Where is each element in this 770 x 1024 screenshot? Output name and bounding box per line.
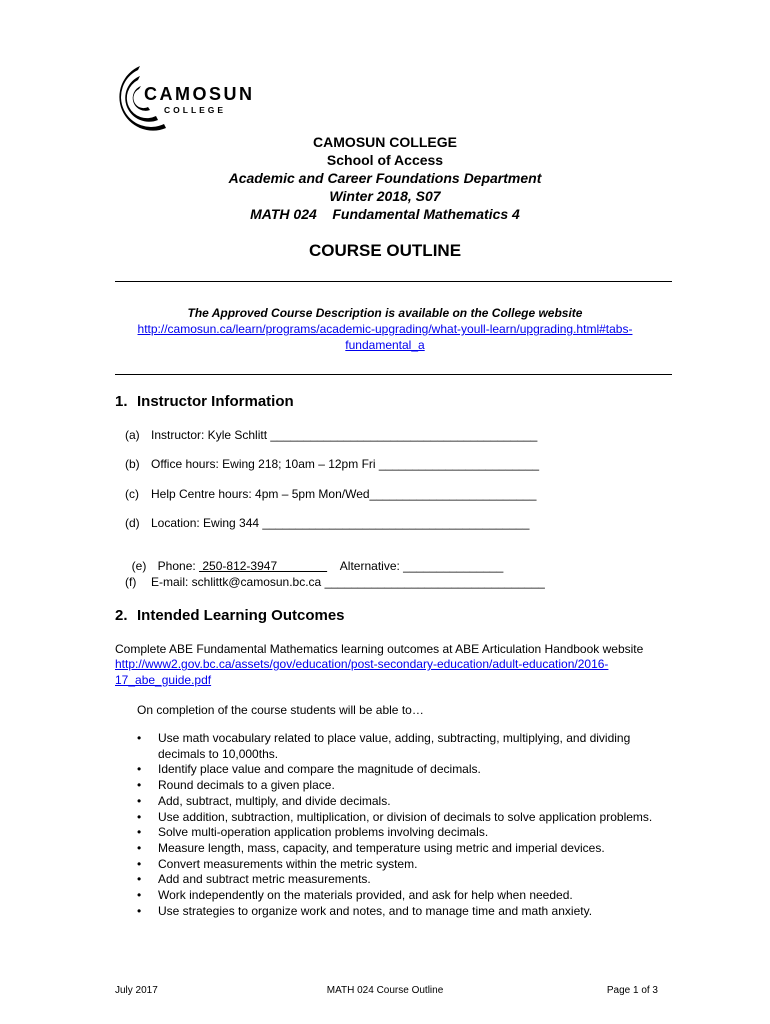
field-help-centre-hours xyxy=(125,487,536,501)
outcomes-intro: Complete ABE Fundamental Mathematics learning outcomes at ABE Articulation Handbook website xyxy=(115,642,644,656)
field-label: (a) xyxy=(125,428,140,442)
link-line-2[interactable]: 17_abe_guide.pdf xyxy=(115,673,212,687)
field-label: (e) xyxy=(131,559,147,573)
list-item: • Use math vocabulary related to place value, adding, subtracting, multiplying, and dividing decimals to 10,000ths. xyxy=(137,731,667,762)
field-label: (d) xyxy=(125,516,140,530)
field-text: Instructor: Kyle Schlitt ________________________________________ xyxy=(151,428,538,442)
link-line-2[interactable]: fundamental_a xyxy=(345,338,425,352)
section-number: 1. xyxy=(115,393,128,410)
section-heading-instructor xyxy=(115,393,294,410)
divider-bottom xyxy=(115,374,672,375)
field-label: (b) xyxy=(125,457,140,471)
section-heading-outcomes xyxy=(115,607,345,624)
field-instructor xyxy=(125,428,537,442)
list-item: • Identify place value and compare the magnitude of decimals. xyxy=(137,762,667,778)
approved-description-link[interactable] xyxy=(0,321,770,353)
phone-number: 250-812-3947 xyxy=(199,559,328,573)
college-name: CAMOSUN COLLEGE xyxy=(313,134,457,150)
footer-date: July 2017 xyxy=(115,985,158,996)
field-text: Help Centre hours: 4pm – 5pm Mon/Wed_________________________ xyxy=(151,487,537,501)
list-item: • Round decimals to a given place. xyxy=(137,778,667,794)
list-item: • Add and subtract metric measurements. xyxy=(137,872,667,888)
list-item: • Work independently on the materials provided, and ask for help when needed. xyxy=(137,888,667,904)
approved-description-note: The Approved Course Description is available on the College website xyxy=(187,306,583,320)
logo-wordmark: CAMOSUN xyxy=(144,84,255,104)
divider-top xyxy=(115,281,672,282)
outcomes-list xyxy=(137,731,667,919)
list-item: • Convert measurements within the metric system. xyxy=(137,857,667,873)
field-text: Office hours: Ewing 218; 10am – 12pm Fri ________________________ xyxy=(151,457,540,471)
phone-label: Phone: xyxy=(157,559,200,573)
course-code-title: MATH 024 Fundamental Mathematics 4 xyxy=(250,206,520,222)
list-item: • Solve multi-operation application problems involving decimals. xyxy=(137,825,667,841)
field-phone xyxy=(125,545,503,573)
department-name: Academic and Career Foundations Department xyxy=(228,170,542,186)
field-text: E-mail: schlittk@camosun.bc.ca _________________________________ xyxy=(151,575,545,589)
footer-page-number: Page 1 of 3 xyxy=(606,985,658,996)
field-email xyxy=(125,575,545,589)
field-label: (f) xyxy=(125,575,137,589)
footer-document-title: MATH 024 Course Outline xyxy=(326,985,444,996)
alternative-phone: Alternative: _______________ xyxy=(327,559,504,573)
section-title: Intended Learning Outcomes xyxy=(137,607,345,624)
camosun-college-logo xyxy=(108,60,268,135)
list-item: • Use strategies to organize work and notes, and to manage time and math anxiety. xyxy=(137,904,667,920)
field-label: (c) xyxy=(125,487,139,501)
link-line-1[interactable]: http://www2.gov.bc.ca/assets/gov/education/post-secondary-education/adult-education/2016- xyxy=(115,657,609,671)
articulation-handbook-link[interactable] xyxy=(115,656,608,688)
logo-subtitle: COLLEGE xyxy=(164,105,227,115)
section-number: 2. xyxy=(115,607,128,624)
link-line-1[interactable]: http://camosun.ca/learn/programs/academic-upgrading/what-youll-learn/upgrading.html#tabs- xyxy=(137,322,633,336)
section-title: Instructor Information xyxy=(137,393,294,410)
field-location xyxy=(125,516,529,530)
school-name: School of Access xyxy=(326,152,444,168)
page-title: COURSE OUTLINE xyxy=(308,241,462,260)
term-section: Winter 2018, S07 xyxy=(329,188,441,204)
outcomes-lead: On completion of the course students will be able to… xyxy=(137,703,424,717)
list-item: • Use addition, subtraction, multiplication, or division of decimals to solve application problems. xyxy=(137,810,667,826)
field-office-hours xyxy=(125,457,539,471)
list-item: • Add, subtract, multiply, and divide decimals. xyxy=(137,794,667,810)
list-item: • Measure length, mass, capacity, and temperature using metric and imperial devices. xyxy=(137,841,667,857)
field-text: Location: Ewing 344 ________________________________________ xyxy=(151,516,530,530)
